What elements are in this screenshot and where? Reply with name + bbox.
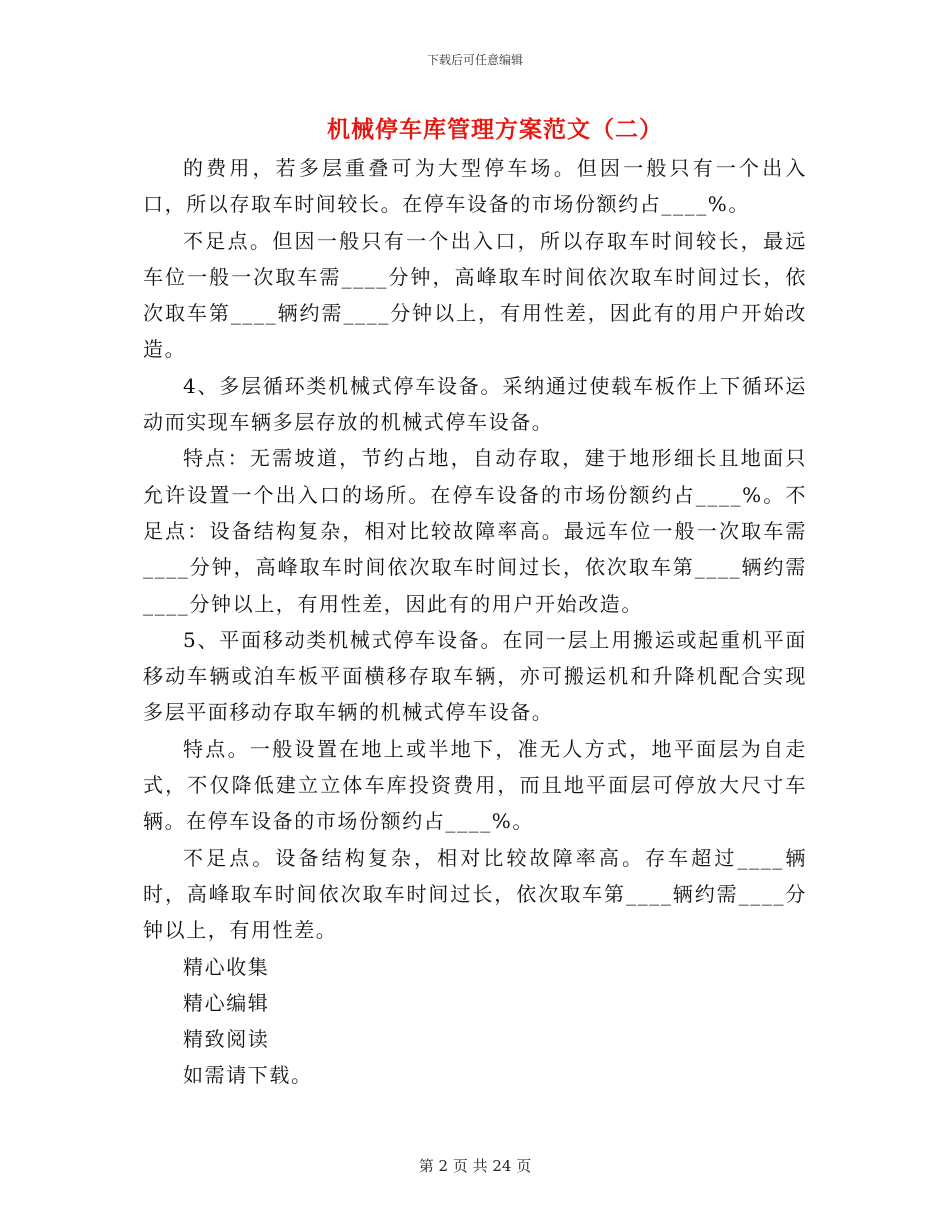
- header-note: 下载后可任意编辑: [426, 53, 523, 67]
- closing-line: 如需请下载。: [183, 1063, 313, 1088]
- closing-line: 精心收集: [183, 954, 270, 979]
- page-number: 第 2 页 共 24 页: [418, 1157, 532, 1175]
- section-heading-paragraph: 5、平面移动类机械式停车设备。在同一层上用搬运或起重机平面移动车辆或泊车板平面横移存取车辆，亦可搬运机和升降机配合实现多层平面移动存取车辆的机械式停车设备。: [143, 627, 807, 725]
- section-heading-paragraph: 4、多层循环类机械式停车设备。采纳通过使载车板作上下循环运动而实现车辆多层存放的机械式停车设备。: [143, 373, 807, 435]
- document-title: 机械停车库管理方案范文（二）: [327, 116, 663, 143]
- document-body: [143, 150, 807, 1094]
- closing-line: 精致阅读: [183, 1027, 270, 1052]
- closing-line: 精心编辑: [183, 990, 270, 1015]
- paragraph: 不足点。但因一般只有一个出入口，所以存取车时间较长，最远车位一般一次取车需____分钟，高峰取车时间依次取车时间过长，依次取车第____辆约需____分钟以上，有用性差，因此有的用户开始改造。: [143, 228, 807, 362]
- paragraph: 不足点。设备结构复杂，相对比较故障率高。存车超过____辆时，高峰取车时间依次取车时间过长，依次取车第____辆约需____分钟以上，有用性差。: [143, 845, 807, 943]
- paragraph: 的费用，若多层重叠可为大型停车场。但因一般只有一个出入口，所以存取车时间较长。在停车设备的市场份额约占____%。: [143, 156, 807, 217]
- paragraph: 特点：无需坡道，节约占地，自动存取，建于地形细长且地面只允许设置一个出入口的场所。在停车设备的市场份额约占____%。不足点：设备结构复杂，相对比较故障率高。最远车位一般一次取车需____分钟，高峰取车时间依次取车时间过长，依次取车第____辆约需____分钟以上，有用性差，因此有的用户开始改造。: [143, 446, 807, 616]
- paragraph: 特点。一般设置在地上或半地下，准无人方式，地平面层为自走式，不仅降低建立立体车库投资费用，而且地平面层可停放大尺寸车辆。在停车设备的市场份额约占____%。: [143, 736, 807, 834]
